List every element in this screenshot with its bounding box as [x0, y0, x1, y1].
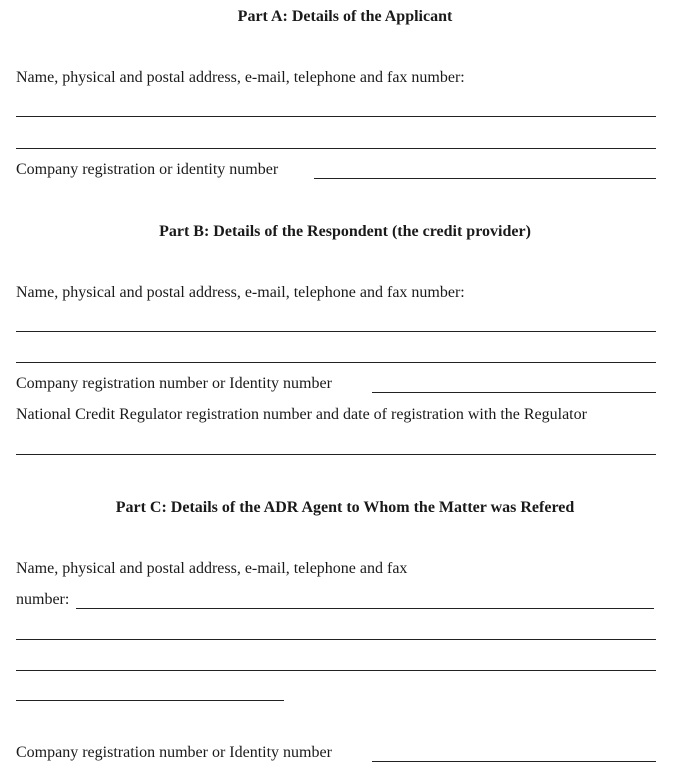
part-b-contact-label: Name, physical and postal address, e-mail, telephone and fax number:: [16, 284, 465, 301]
part-c-registration-label: Company registration number or Identity number: [16, 744, 332, 761]
part-a-contact-line-2[interactable]: [16, 148, 656, 149]
part-a-contact-label: Name, physical and postal address, e-mail, telephone and fax number:: [16, 69, 465, 86]
part-a-heading: Part A: Details of the Applicant: [237, 8, 453, 25]
part-b-contact-line-2[interactable]: [16, 362, 656, 363]
part-c-contact-line-3[interactable]: [16, 670, 656, 671]
part-a-contact-line-1[interactable]: [16, 116, 656, 117]
part-c-contact-line-2[interactable]: [16, 639, 656, 640]
part-c-contact-line-1[interactable]: [76, 608, 654, 609]
part-b-heading: Part B: Details of the Respondent (the credit provider): [159, 223, 531, 240]
part-b-registration-line[interactable]: [372, 392, 656, 393]
part-c-contact-label-line2: number:: [16, 591, 70, 608]
part-b-contact-line-1[interactable]: [16, 331, 656, 332]
part-a-registration-label: Company registration or identity number: [16, 161, 279, 178]
part-b-ncr-label: National Credit Regulator registration number and date of registration with the Regulator: [16, 406, 587, 423]
part-b-ncr-line[interactable]: [16, 454, 656, 455]
part-c-contact-line-4[interactable]: [16, 700, 284, 701]
part-b-registration-label: Company registration number or Identity number: [16, 375, 332, 392]
part-a-registration-line[interactable]: [314, 178, 656, 179]
part-c-contact-label-line1: Name, physical and postal address, e-mail, telephone and fax: [16, 560, 408, 577]
part-c-heading: Part C: Details of the ADR Agent to Whom the Matter was Refered: [115, 499, 575, 516]
part-c-registration-line[interactable]: [372, 761, 656, 762]
